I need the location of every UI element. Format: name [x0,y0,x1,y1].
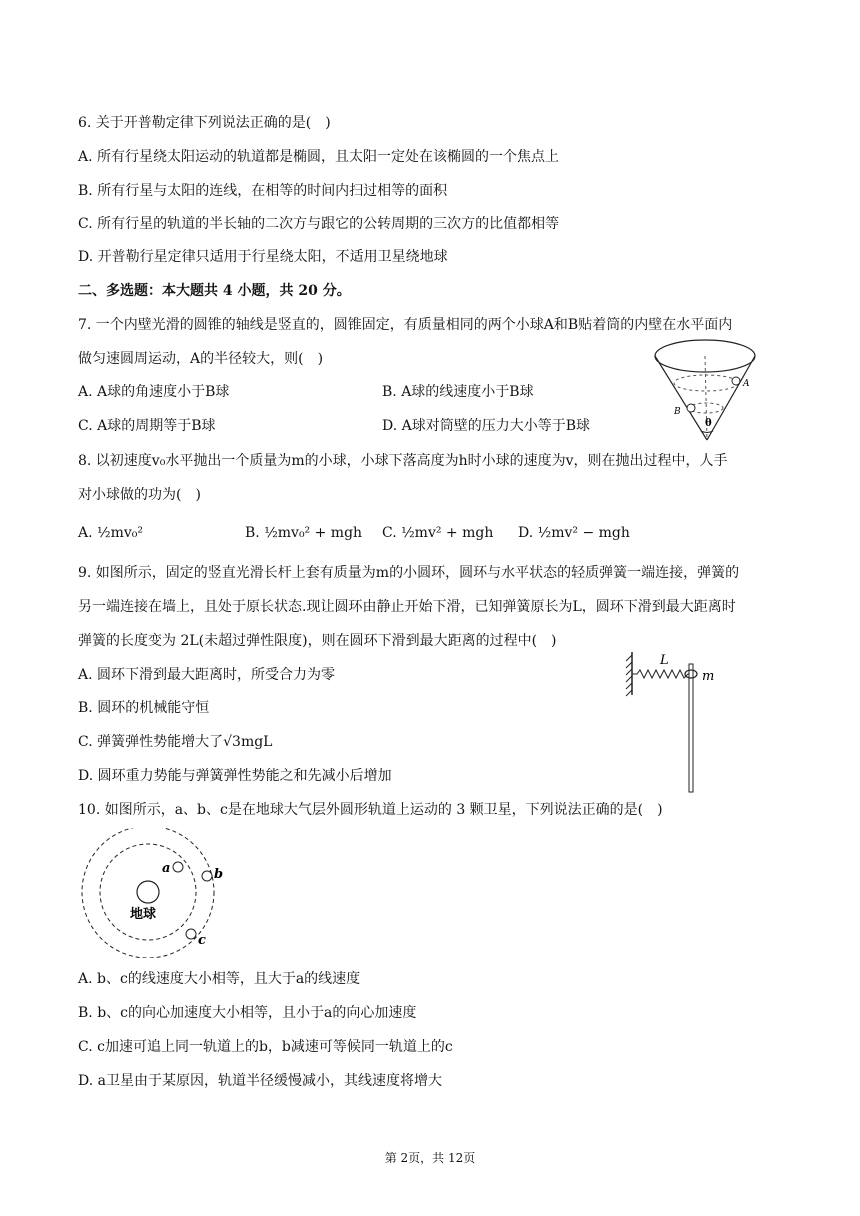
q8-option-d: D. ½mv² − mgh [518,525,630,541]
q8-stem-line2: 对小球做的功为( ) [78,487,201,503]
earth-label: 地球 [130,907,157,922]
earth [137,881,159,903]
label-a: a [162,861,171,876]
q9-option-b: B. 圆环的机械能守恒 [78,700,210,716]
orbit-figure [78,828,228,958]
q7-option-d: D. A球对筒壁的压力大小等于B球 [382,418,591,434]
q6-option-a: A. 所有行星绕太阳运动的轨道都是椭圆，且太阳一定处在该椭圆的一个焦点上 [78,149,560,165]
spring-ring-figure [622,650,752,795]
q10-option-a: A. b、c的线速度大小相等，且大于a的线速度 [78,971,361,987]
satellite-b [202,871,212,881]
q8-option-a: A. ½mv₀² [78,525,143,541]
q6-stem: 6. 关于开普勒定律下列说法正确的是( ) [78,115,331,131]
label-b: b [214,867,224,882]
q10-option-d: D. a卫星由于某原因，轨道半径缓慢减小，其线速度将增大 [78,1073,442,1089]
q7-stem-line1: 7. 一个内壁光滑的圆锥的轴线是竖直的，圆锥固定，有质量相同的两个小球A和B贴着筒的内壁在水平面内 [78,317,733,333]
q8-option-b: B. ½mv₀² + mgh [245,525,363,541]
ball-b [687,404,695,412]
q6-option-c: C. 所有行星的轨道的半长轴的二次方与跟它的公转周期的三次方的比值都相等 [78,216,560,232]
section-heading-multi-choice: 二、多选题：本大题共 4 小题，共 20 分。 [78,283,351,299]
q7-option-a: A. A球的角速度小于B球 [78,384,230,400]
q9-stem-line2: 另一端连接在墙上，且处于原长状态.现让圆环由静止开始下滑，已知弹簧原长为L，圆环下滑到最大距离时 [78,599,736,615]
label-c: c [198,933,206,948]
spring [632,670,690,678]
vertical-rod [689,664,693,792]
cone-figure [650,328,770,446]
ball-a [732,377,740,385]
q9-stem-line3: 弹簧的长度变为 2L(未超过弹性限度)，则在圆环下滑到最大距离的过程中( ) [78,633,557,649]
q10-option-c: C. c加速可追上同一轨道上的b，b减速可等候同一轨道上的c [78,1039,453,1055]
q9-stem-line1: 9. 如图所示，固定的竖直光滑长杆上套有质量为m的小圆环，圆环与水平状态的轻质弹簧一端连接，弹簧的 [78,565,740,581]
label-a: A [743,379,750,389]
q7-option-b: B. A球的线速度小于B球 [382,384,534,400]
q6-option-d: D. 开普勒行星定律只适用于行星绕太阳，不适用卫星绕地球 [78,249,448,265]
q10-stem: 10. 如图所示，a、b、c是在地球大气层外圆形轨道上运动的 3 颗卫星，下列说法正确的是( ) [78,802,663,818]
q6-option-b: B. 所有行星与太阳的连线，在相等的时间内扫过相等的面积 [78,183,448,199]
q10-option-b: B. b、c的向心加速度大小相等，且小于a的向心加速度 [78,1005,417,1021]
label-l: L [660,653,669,668]
label-b: B [674,407,681,417]
q8-stem-line1: 8. 以初速度v₀水平抛出一个质量为m的小球，小球下落高度为h时小球的速度为v，则在抛出过程中，人手 [78,453,728,469]
q7-option-c: C. A球的周期等于B球 [78,418,216,434]
q9-option-d: D. 圆环重力势能与弹簧弹性势能之和先减小后增加 [78,768,392,784]
satellite-c [186,929,196,939]
label-theta: θ [705,418,712,429]
label-m: m [702,669,715,684]
satellite-a [173,862,183,872]
q9-option-a: A. 圆环下滑到最大距离时，所受合力为零 [78,667,336,683]
q9-option-c: C. 弹簧弹性势能增大了√3mgL [78,734,273,750]
q8-option-c: C. ½mv² + mgh [382,525,494,541]
q7-stem-line2: 做匀速圆周运动，A的半径较大，则( ) [78,351,324,367]
page-footer: 第 2页，共 12页 [384,1151,476,1165]
